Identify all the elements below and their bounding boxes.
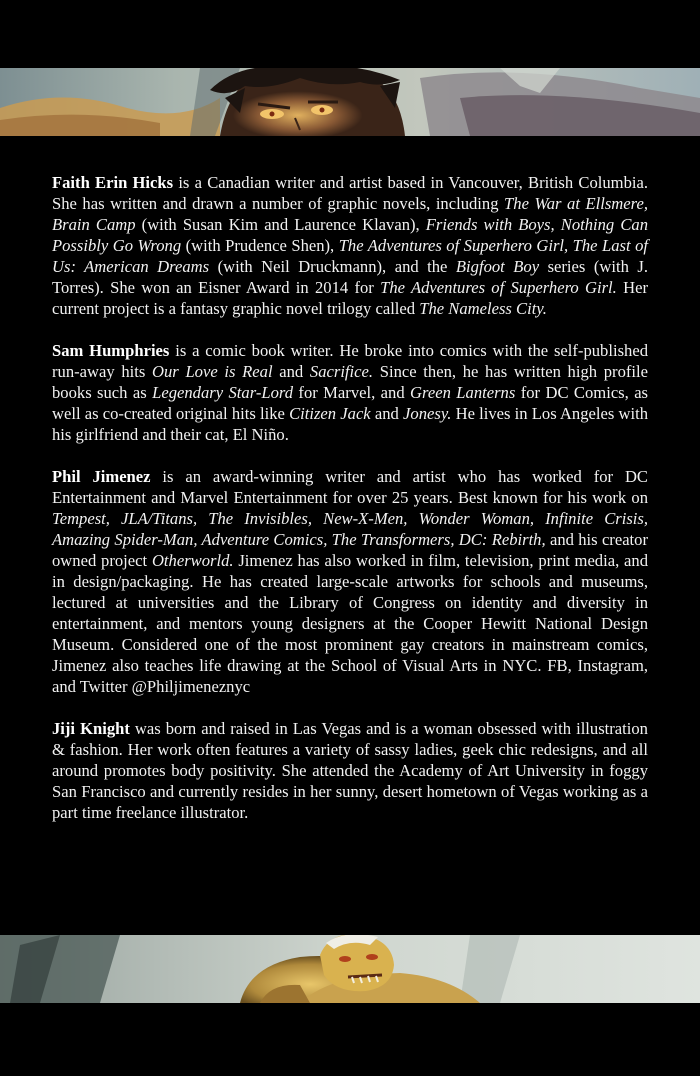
bio-text-segment: is a comic book writer. He broke into comics with the self-published run-away hits bbox=[52, 341, 648, 381]
work-title: Sacrifice. bbox=[309, 362, 374, 381]
bio-faith-erin-hicks bbox=[52, 172, 648, 319]
bio-text-segment: for DC Comics, as well as co-created original hits like bbox=[52, 383, 649, 423]
bio-text-segment: is a Canadian writer and artist based in Vancouver, British Columbia. She has written and drawn a number of graphic novels, including bbox=[52, 173, 649, 213]
bio-text-segment: Her current project is a fantasy graphic novel trilogy called bbox=[52, 278, 648, 318]
work-title: The War at Ellsmere, Brain Camp bbox=[52, 194, 648, 234]
work-title: Otherworld. bbox=[151, 551, 234, 570]
bio-text-segment: and bbox=[370, 404, 404, 423]
bio-text-segment: Jimenez has also worked in film, television, print media, and in design/packaging. He has created large-scale artworks for schools and museums, lectured at universities and the Library of Congress on identity and diversity in entertainment, and mentors young designers at the Cooper Hewitt National Design Museum. Considered one of the most prominent gay creators in mainstream comics, Jimenez also teaches life drawing at the School of Visual Arts in NYC. FB, Instagram, and Twitter @Philjimeneznyc bbox=[52, 551, 648, 696]
top-comic-art-panel bbox=[0, 68, 700, 136]
work-title: Jonesy. bbox=[403, 404, 452, 423]
top-comic-art-illustration bbox=[0, 68, 700, 136]
bio-text bbox=[52, 173, 648, 318]
bio-jiji-knight bbox=[52, 718, 648, 823]
bio-text-segment: is an award-winning writer and artist who has worked for DC Entertainment and Marvel Entertainment for over 25 years. Best known for his work on bbox=[52, 467, 649, 507]
bio-text-segment: and his creator owned project bbox=[52, 530, 648, 570]
bio-text bbox=[52, 467, 648, 696]
work-title: Our Love is Real bbox=[152, 362, 273, 381]
work-title: The Adventures of Superhero Girl, The Last of Us: American Dreams bbox=[52, 236, 649, 276]
bio-phil-jimenez bbox=[52, 466, 648, 697]
bio-text-segment: (with Prudence Shen), bbox=[181, 236, 339, 255]
bio-name: Sam Humphries bbox=[52, 341, 170, 360]
bio-text-segment: (with Neil Druckmann), and the bbox=[209, 257, 456, 276]
work-title: Citizen Jack bbox=[289, 404, 371, 423]
bio-text-segment: was born and raised in Las Vegas and is a woman obsessed with illustration & fashion. Her work often features a variety of sassy ladies, geek chic redesigns, and all around promotes body positivity. She attended the Academy of Art University in foggy San Francisco and currently resides in her sunny, desert hometown of Vegas working as a part time freelance illustrator. bbox=[52, 719, 648, 822]
bio-text-segment: series (with J. Torres). She won an Eisner Award in 2014 for bbox=[52, 257, 648, 297]
bio-text-segment: and bbox=[272, 362, 310, 381]
bio-name: Jiji Knight bbox=[52, 719, 130, 738]
bio-text-segment: for Marvel, and bbox=[293, 383, 411, 402]
bottom-comic-art-illustration bbox=[0, 935, 700, 1003]
bio-text bbox=[52, 719, 648, 822]
bio-name: Faith Erin Hicks bbox=[52, 173, 174, 192]
work-title: Legendary Star-Lord bbox=[152, 383, 294, 402]
bio-text-segment: Since then, he has written high profile books such as bbox=[52, 362, 648, 402]
work-title: The Adventures of Superhero Girl. bbox=[380, 278, 617, 297]
bottom-comic-art-panel bbox=[0, 935, 700, 1003]
work-title: The Nameless City. bbox=[419, 299, 547, 318]
work-title: Bigfoot Boy bbox=[455, 257, 540, 276]
bio-name: Phil Jimenez bbox=[52, 467, 151, 486]
work-title: Friends with Boys, Nothing Can Possibly Go Wrong bbox=[52, 215, 648, 255]
work-title: Green Lanterns bbox=[410, 383, 516, 402]
bio-sam-humphries bbox=[52, 340, 648, 445]
creator-bios bbox=[52, 172, 648, 844]
bio-text-segment: (with Susan Kim and Laurence Klavan), bbox=[135, 215, 426, 234]
bio-text-segment: He lives in Los Angeles with his girlfriend and their cat, El Niño. bbox=[52, 404, 648, 444]
work-title: Tempest, JLA/Titans, The Invisibles, New-X-Men, Wonder Woman, Infinite Crisis, Amazing Spider-Man, Adventure Comics, The Transformers, DC: Rebirth, bbox=[52, 509, 648, 549]
